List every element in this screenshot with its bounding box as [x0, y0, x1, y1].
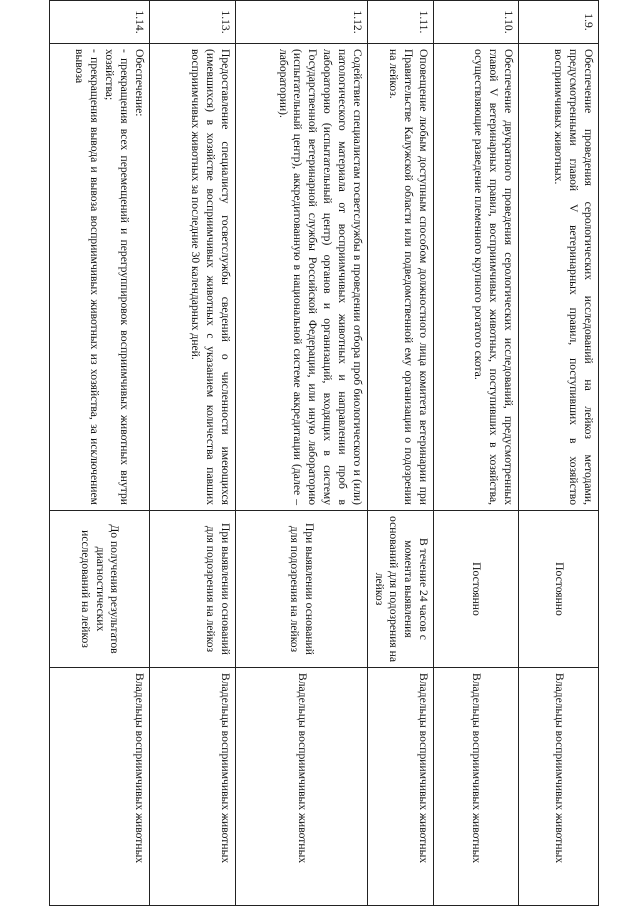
responsible-text: Владельцы восприимчивых животных [218, 673, 232, 864]
responsible-cell [367, 668, 433, 906]
term-cell [434, 511, 519, 668]
measure-text: Обеспечение: - прекращения всех перемещений и перегруппировок восприимчивых животных внутри хозяйства; - прекращения вывода и вывоза восприимчивых животных из хозяйства, за исключением вывоза [49, 44, 149, 511]
responsible-cell [235, 668, 367, 906]
measure-text: Обеспечение проведения серологических исследований на лейкоз методами, предусмотренными главой V ветеринарных правил, поступивших в хозяйство восприимчивых животных. [519, 44, 599, 511]
row-number: 1.9. [519, 1, 599, 44]
term-cell [367, 511, 433, 668]
row-number: 1.13. [149, 1, 235, 44]
measure-text: Оповещение любым доступным способом должностного лица комитета ветеринарии при Правительстве Калужской области или подведомственной ему организации о подозрении на лейкоз. [367, 44, 433, 511]
measure-text: Предоставление специалисту госветслужбы сведений о численности имеющихся (имевшихся) в хозяйстве восприимчивых животных с указанием количества павших восприимчивых животных за последние 30 календарных дней. [149, 44, 235, 511]
responsible-text: Владельцы восприимчивых животных [552, 673, 566, 864]
responsible-text: Владельцы восприимчивых животных [132, 673, 146, 864]
table-row-1-9 [519, 1, 599, 906]
row-number: 1.14. [49, 1, 149, 44]
term-text: Постоянно [552, 562, 566, 616]
term-cell [519, 511, 599, 668]
responsible-cell [149, 668, 235, 906]
row-number: 1.12. [235, 1, 367, 44]
term-text: До получения результатов диагностических исследований на лейкоз [78, 524, 122, 654]
row-number: 1.11. [367, 1, 433, 44]
table-row-1-13 [149, 1, 235, 906]
responsible-cell [434, 668, 519, 906]
term-cell [149, 511, 235, 668]
measure-text: Обеспечение двукратного проведения серологических исследований, предусмотренных главой V ветеринарных правил, восприимчивых животных, поступивших в хозяйства, осуществляющие разведение племенного крупного рогатого скота. [434, 44, 519, 511]
responsible-text: Владельцы восприимчивых животных [470, 673, 484, 864]
measure-text: Содействие специалистам госветслужбы в проведении отбора проб биологического и (или) патологического материала от восприимчивых животных и направлении проб в лабораторию (испытательный центр) органов и организаций, входящих в систему Государственной ветеринарной службы Российской Федерации, или иную лабораторию (испытательный центр), аккредитованную в национальной системе аккредитации (далее – лаборатории). [235, 44, 367, 511]
row-number: 1.10. [434, 1, 519, 44]
term-cell [235, 511, 367, 668]
table-row-1-14 [49, 1, 149, 906]
term-text: При выявлении оснований для подозрения на лейкоз [203, 523, 232, 655]
term-cell [49, 511, 149, 668]
responsible-text: Владельцы восприимчивых животных [295, 673, 309, 864]
term-text: В течение 24 часов с момента выявления оснований для подозрения на лейкоз [372, 516, 430, 663]
table-row-1-11 [367, 1, 433, 906]
responsible-cell [49, 668, 149, 906]
term-text: Постоянно [470, 562, 484, 616]
measures-table [49, 0, 599, 906]
responsible-cell [519, 668, 599, 906]
table-row-1-10 [434, 1, 519, 906]
responsible-text: Владельцы восприимчивых животных [417, 673, 430, 864]
table-row-1-12 [235, 1, 367, 906]
term-text: При выявлении оснований для подозрения на лейкоз [288, 523, 317, 655]
